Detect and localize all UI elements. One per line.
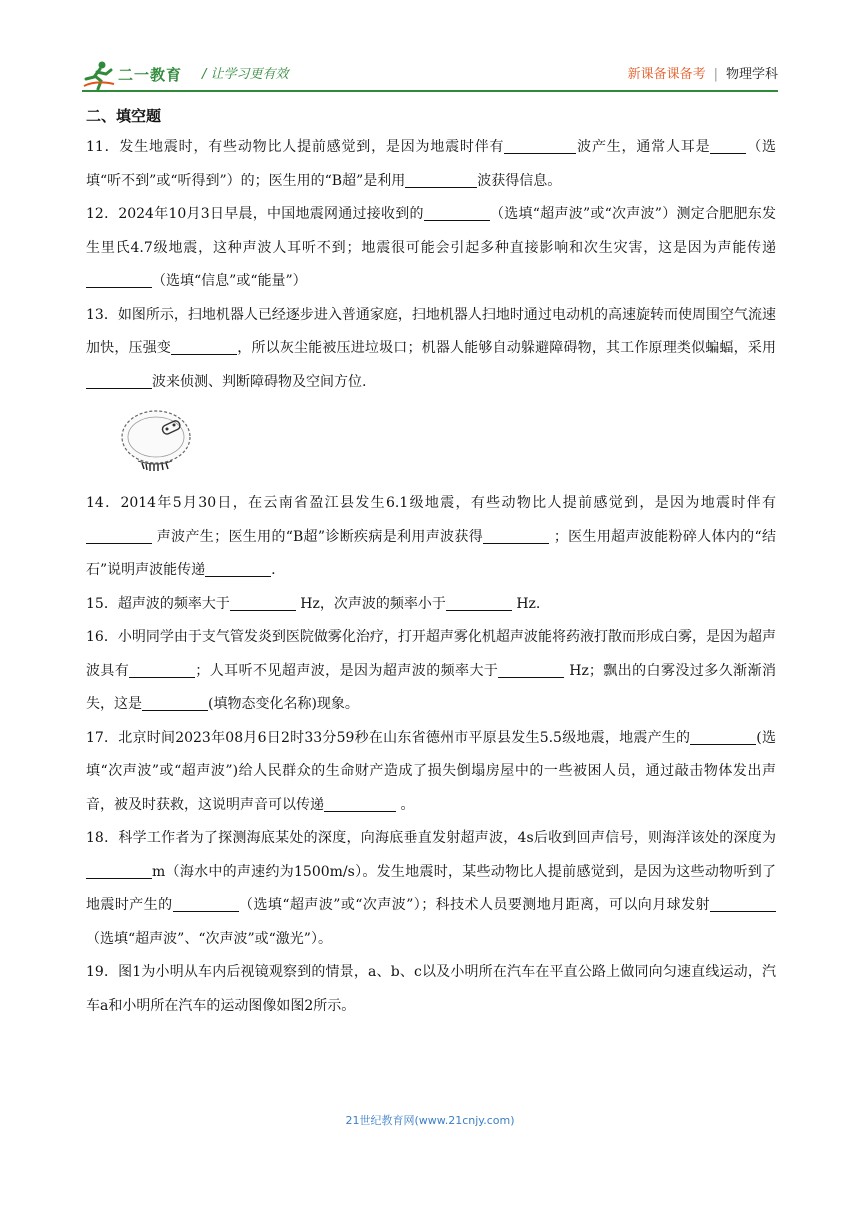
question-16 [86,621,776,722]
q12-blank-1[interactable] [424,203,490,221]
logo-text: 二一教育 [118,66,183,84]
question-11 [86,131,776,198]
q13-blank-1[interactable] [171,337,237,355]
q17-text-2: (选填“次声波”或“超声波”)给人民群众的生命财产造成了损失倒塌房屋中的一些被困人员，通过敲击物体发出声音，被及时获救，这说明声音可以传递 [86,729,776,813]
q12-text-1: 12．2024年10月3日早晨，中国地震网通过接收到的 [86,206,424,222]
question-12 [86,198,776,299]
q13-text-1: 13．如图所示，扫地机器人已经逐步进入普通家庭，扫地机器人扫地时通过电动机的高速旋转而使周围空气流速加快，压强变 [86,306,776,356]
q17-text-3: 。 [396,796,415,813]
slogan: / 让学习更有效 [202,67,289,82]
q15-blank-1[interactable] [230,593,296,611]
q14-text-2: 声波产生；医生用的“B超”诊断疾病是利用声波获得 [152,528,484,545]
q15-blank-2[interactable] [446,593,512,611]
header-separator: | [713,67,718,82]
q18-text-3: （选填“超声波”或“次声波”）；科技术人员要测地月距离，可以向月球发射 [238,897,710,913]
question-13 [86,299,776,400]
question-list [86,131,776,1023]
q15-text-1: 15．超声波的频率大于 [86,595,230,612]
q18-text-4: （选填“超声波”、“次声波”或“激光”）。 [86,930,332,947]
q17-text-1: 17．北京时间2023年08月6日2时33分59秒在山东省德州市平原县发生5.5级地震，地震产生的 [86,729,691,746]
q18-text-1: 18．科学工作者为了探测海底某处的深度，向海底垂直发射超声波，4s后收到回声信号，则海洋该处的深度为 [86,830,776,846]
q13-blank-2[interactable] [86,371,152,389]
q14-text-3: ；医生用超声波能粉碎人体内的“结石”说明声波能传递 [86,528,777,578]
page-header [82,58,778,92]
q11-text-3: （选填“听不到”或“听得到”）的；医生用的“B超”是利用 [86,139,776,189]
q14-text-4: . [271,562,276,578]
q16-blank-3[interactable] [142,693,208,711]
question-15 [86,588,776,622]
q16-text-4: (填物态变化名称)现象。 [208,696,359,712]
question-17 [86,722,776,823]
header-right [628,63,778,82]
question-14 [86,487,776,588]
course-label: 新课备课备考 [627,67,706,82]
page-footer[interactable]: 21世纪教育网(www.21cnjy.com) [345,1114,515,1127]
running-man-icon [82,60,116,90]
q11-text-1: 11．发生地震时，有些动物比人提前感觉到，是因为地震时伴有 [86,139,505,155]
q12-blank-2[interactable] [86,270,152,288]
q11-text-4: 波获得信息。 [477,172,562,189]
brand-logo[interactable] [82,60,190,90]
q11-blank-2[interactable] [710,136,746,154]
q17-blank-1[interactable] [690,727,756,745]
sweeping-robot-image [116,405,196,475]
q18-text-2: m（海水中的声速约为1500m/s）。发生地震时，某些动物比人提前感觉到，是因为这些动物听到了地震时产生的 [86,863,776,913]
q15-text-2: Hz，次声波的频率小于 [295,595,446,612]
q11-text-2: 波产生，通常人耳是 [576,139,711,155]
q14-text-1: 14．2014年5月30日，在云南省盈江县发生6.1级地震，有些动物比人提前感觉到，是因为地震时伴有 [86,495,776,511]
q18-blank-3[interactable] [710,894,776,912]
section-title: 二、填空题 [86,107,162,125]
q13-text-2: ，所以灰尘能被压进垃圾口；机器人能够自动躲避障碍物，其工作原理类似蝙蝠，采用 [237,340,777,356]
q16-blank-1[interactable] [129,660,195,678]
question-18 [86,822,776,956]
q14-blank-3[interactable] [205,559,271,577]
q18-blank-2[interactable] [173,894,239,912]
q11-blank-1[interactable] [504,136,576,154]
header-divider [82,90,778,92]
question-19 [86,956,776,1023]
q16-text-3: Hz；飘出的白雾没过多久渐渐消失，这是 [86,662,776,712]
subject-label: 物理学科 [725,67,778,82]
q11-blank-3[interactable] [405,170,477,188]
q19-text-1: 19．图1为小明从车内后视镜观察到的情景，a、b、c以及小明所在汽车在平直公路上做同向匀速直线运动，汽车a和小明所在汽车的运动图像如图2所示。 [86,964,776,1014]
q13-text-3: 波来侦测、判断障碍物及空间方位. [152,373,367,390]
q15-text-3: Hz. [511,595,541,612]
q17-blank-2[interactable] [324,794,396,812]
q14-blank-1[interactable] [86,526,152,544]
q16-text-2: ；人耳听不见超声波，是因为超声波的频率大于 [195,662,499,679]
q16-text-1: 16．小明同学由于支气管发炎到医院做雾化治疗，打开超声雾化机超声波能将药液打散而形成白雾，是因为超声波具有 [86,629,776,679]
q18-blank-1[interactable] [86,861,152,879]
q12-text-3: （选填“信息”或“能量”） [152,273,307,289]
q12-text-2: （选填“超声波”或“次声波”）测定合肥肥东发生里氏4.7级地震，这种声波人耳听不到；地震很可能会引起多种直接影响和次生灾害，这是因为声能传递 [86,206,776,256]
q16-blank-2[interactable] [498,660,564,678]
q14-blank-2[interactable] [483,526,549,544]
